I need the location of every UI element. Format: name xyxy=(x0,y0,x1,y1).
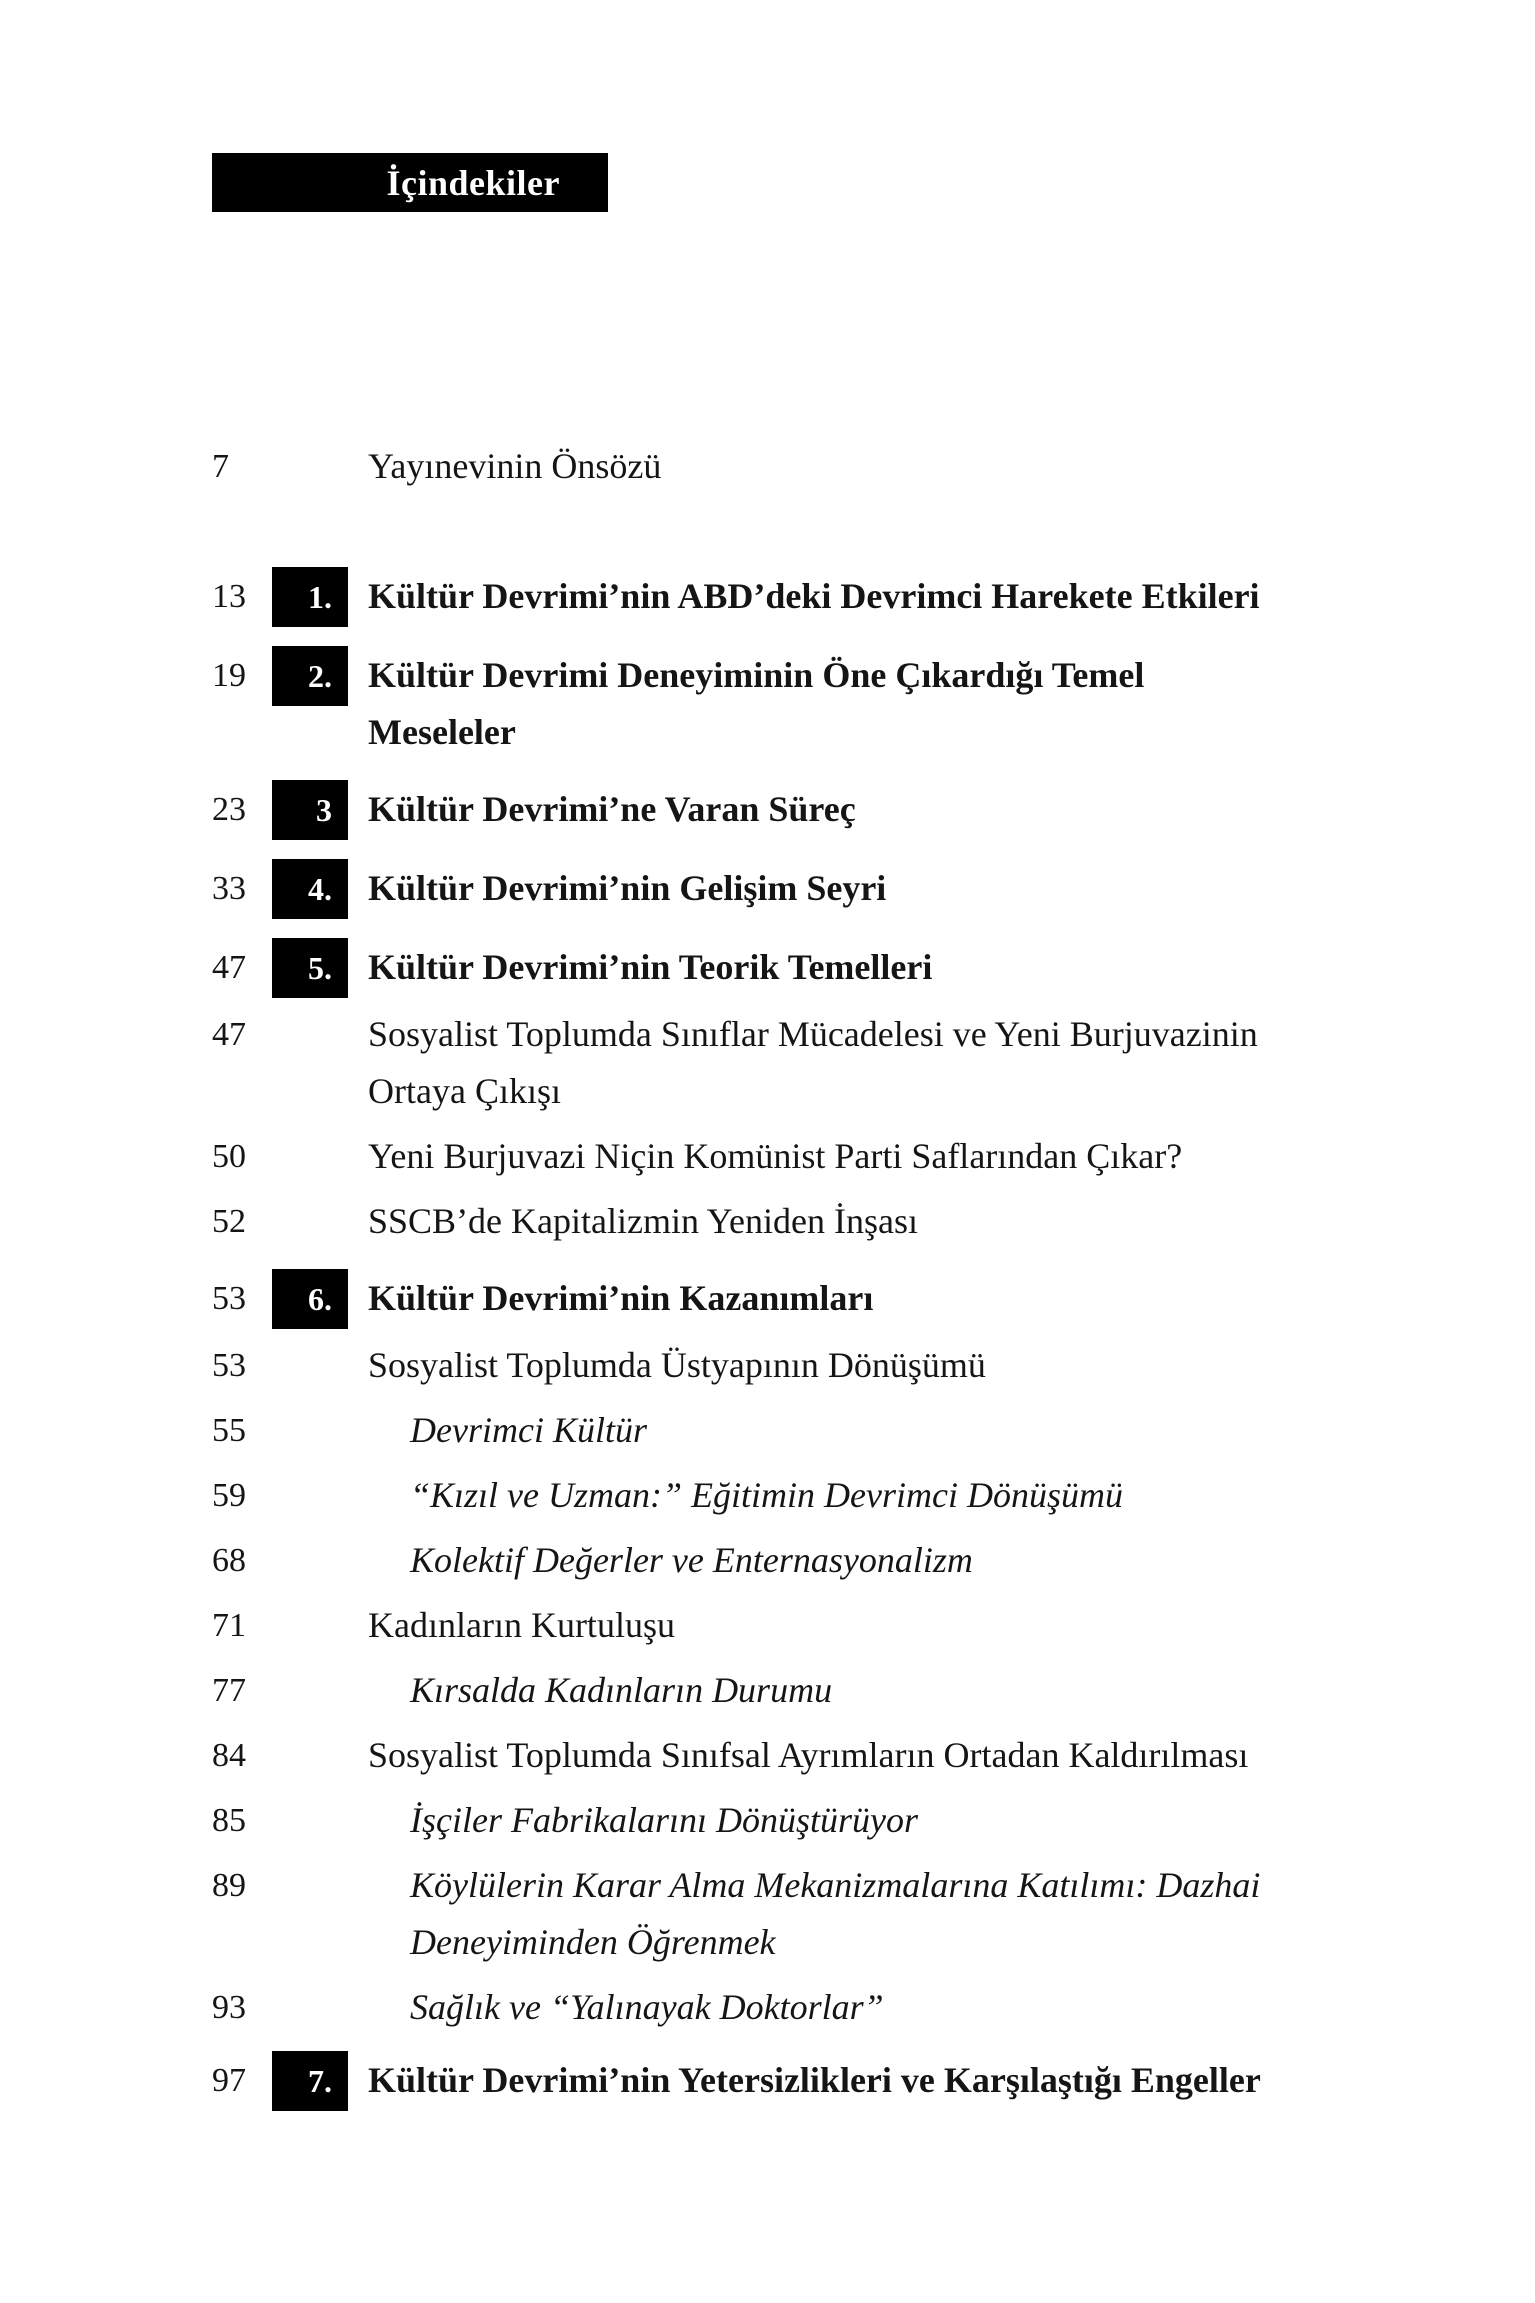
entry-title-line: Meseleler xyxy=(368,712,516,752)
entry-title xyxy=(368,647,1144,761)
entry-title-line: İşçiler Fabrikalarını Dönüştürüyor xyxy=(410,1800,918,1840)
entry-title xyxy=(368,1128,1182,1185)
entry-title-line: “Kızıl ve Uzman:” Eğitimin Devrimci Dönüşümü xyxy=(410,1475,1123,1515)
chapter-number-badge: 2. xyxy=(272,646,348,706)
entry-title-line: Kültür Devrimi’nin ABD’deki Devrimci Harekete Etkileri xyxy=(368,576,1260,616)
page-number: 50 xyxy=(212,1138,246,1175)
page-number: 71 xyxy=(212,1607,246,1644)
chapter-number-badge: 3 xyxy=(272,780,348,840)
entry-title-line: Kültür Devrimi’ne Varan Süreç xyxy=(368,789,856,829)
toc-entry xyxy=(212,647,1472,761)
entry-title xyxy=(368,1402,647,1459)
entry-title-line: Ortaya Çıkışı xyxy=(368,1071,561,1111)
chapter-number-badge: 1. xyxy=(272,567,348,627)
page-number: 93 xyxy=(212,1989,246,2026)
toc-entry xyxy=(212,781,1472,840)
chapter-number-badge: 7. xyxy=(272,2051,348,2111)
entry-title-line: Kültür Devrimi’nin Kazanımları xyxy=(368,1278,874,1318)
entry-title-line: Sosyalist Toplumda Sınıflar Mücadelesi ve Yeni Burjuvazinin xyxy=(368,1014,1258,1054)
chapter-number-badge: 6. xyxy=(272,1269,348,1329)
entry-title xyxy=(368,1337,986,1394)
toc-entry xyxy=(212,1128,1472,1185)
entry-title-line: Sosyalist Toplumda Sınıfsal Ayrımların Ortadan Kaldırılması xyxy=(368,1735,1249,1775)
entry-title xyxy=(368,1532,973,1589)
entry-title xyxy=(368,568,1260,625)
toc-entry xyxy=(212,438,1472,495)
toc-entry xyxy=(212,1402,1472,1459)
page-number: 97 xyxy=(212,2062,246,2099)
entry-title-line: Kültür Devrimi Deneyiminin Öne Çıkardığı Temel xyxy=(368,655,1145,695)
page-number: 68 xyxy=(212,1542,246,1579)
toc-entry xyxy=(212,1270,1472,1329)
page-number: 53 xyxy=(212,1280,246,1317)
entry-title xyxy=(368,1270,873,1327)
entry-title xyxy=(368,860,886,917)
toc-entry xyxy=(212,1532,1472,1589)
entry-title-line: Kültür Devrimi’nin Yetersizlikleri ve Karşılaştığı Engeller xyxy=(368,2060,1261,2100)
page-number: 53 xyxy=(212,1347,246,1384)
page-number: 7 xyxy=(212,448,229,485)
page-number: 77 xyxy=(212,1672,246,1709)
entry-title-line: Kolektif Değerler ve Enternasyonalizm xyxy=(410,1540,973,1580)
entry-title xyxy=(368,2052,1261,2109)
toc-entry xyxy=(212,1193,1472,1250)
toc-entry xyxy=(212,939,1472,998)
entry-title-line: Kadınların Kurtuluşu xyxy=(368,1605,675,1645)
entry-title-line: SSCB’de Kapitalizmin Yeniden İnşası xyxy=(368,1201,918,1241)
entry-title-line: Yayınevinin Önsözü xyxy=(368,446,662,486)
page-number: 47 xyxy=(212,949,246,986)
toc-entry xyxy=(212,568,1472,627)
entry-title-line: Kültür Devrimi’nin Gelişim Seyri xyxy=(368,868,887,908)
toc-entry xyxy=(212,1337,1472,1394)
entry-title xyxy=(368,781,856,838)
page-number: 84 xyxy=(212,1737,246,1774)
page-number: 19 xyxy=(212,657,246,694)
entry-title xyxy=(368,1662,832,1719)
toc-entry xyxy=(212,1467,1472,1524)
toc-entry xyxy=(212,2052,1472,2111)
toc-entry xyxy=(212,1662,1472,1719)
page-number: 59 xyxy=(212,1477,246,1514)
chapter-number-badge: 4. xyxy=(272,859,348,919)
toc-entry xyxy=(212,1006,1472,1120)
entry-title xyxy=(368,1857,1260,1971)
entry-title-line: Yeni Burjuvazi Niçin Komünist Parti Saflarından Çıkar? xyxy=(368,1136,1183,1176)
toc-entry xyxy=(212,1597,1472,1654)
entry-title-line: Devrimci Kültür xyxy=(410,1410,647,1450)
toc-entry xyxy=(212,1792,1472,1849)
entry-title xyxy=(368,1193,918,1250)
chapter-number-badge: 5. xyxy=(272,938,348,998)
toc-list xyxy=(212,430,1472,2111)
entry-title-line: Köylülerin Karar Alma Mekanizmalarına Katılımı: Dazhai xyxy=(410,1865,1261,1905)
entry-title xyxy=(368,1467,1123,1524)
page-number: 13 xyxy=(212,578,246,615)
entry-title-line: Sağlık ve “Yalınayak Doktorlar” xyxy=(410,1987,884,2027)
page-number: 89 xyxy=(212,1867,246,1904)
toc-entry xyxy=(212,1857,1472,1971)
page-number: 23 xyxy=(212,791,246,828)
entry-title-line: Sosyalist Toplumda Üstyapının Dönüşümü xyxy=(368,1345,986,1385)
page-number: 47 xyxy=(212,1016,246,1053)
entry-title-line: Kırsalda Kadınların Durumu xyxy=(410,1670,833,1710)
entry-title xyxy=(368,438,661,495)
entry-title-line: Deneyiminden Öğrenmek xyxy=(410,1922,776,1962)
page-number: 33 xyxy=(212,870,246,907)
page-number: 55 xyxy=(212,1412,246,1449)
toc-entry xyxy=(212,1727,1472,1784)
entry-title xyxy=(368,939,932,996)
entry-title xyxy=(368,1727,1248,1784)
toc-entry xyxy=(212,1979,1472,2036)
page-number: 52 xyxy=(212,1203,246,1240)
contents-title: İçindekiler xyxy=(386,162,560,203)
page-number: 85 xyxy=(212,1802,246,1839)
entry-title xyxy=(368,1006,1258,1120)
entry-title xyxy=(368,1792,918,1849)
toc-entry xyxy=(212,860,1472,919)
entry-title xyxy=(368,1979,884,2036)
entry-title-line: Kültür Devrimi’nin Teorik Temelleri xyxy=(368,947,933,987)
contents-header xyxy=(212,153,608,212)
entry-title xyxy=(368,1597,675,1654)
